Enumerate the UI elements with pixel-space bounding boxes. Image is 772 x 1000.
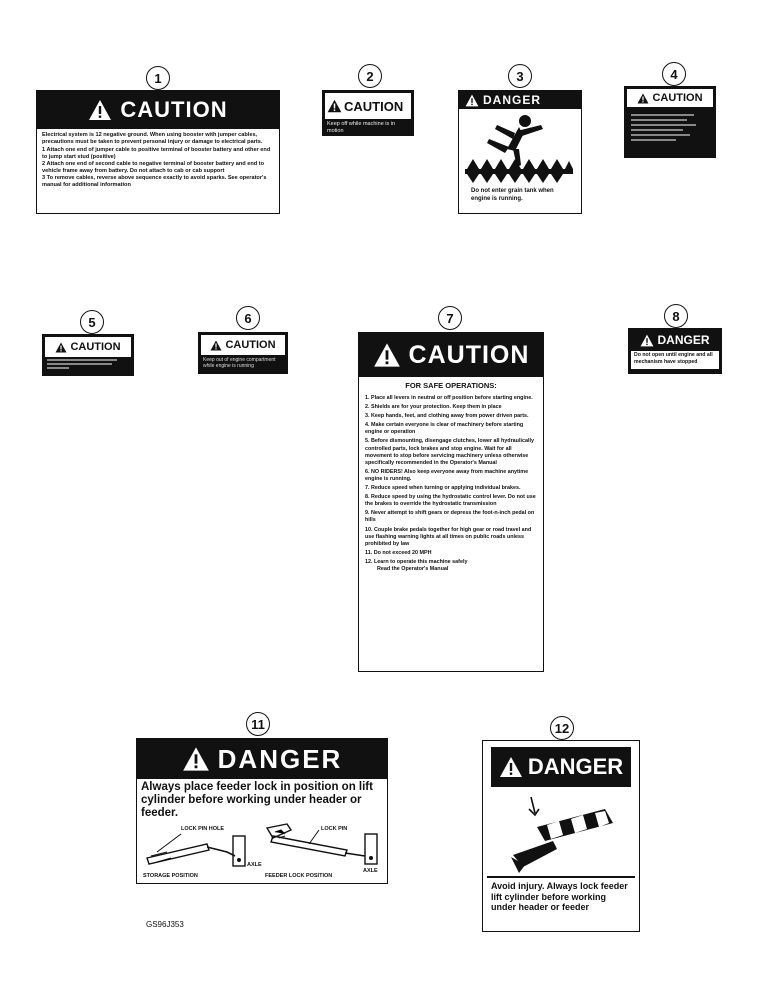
- decal-8: [628, 328, 722, 374]
- callout-5: 5: [80, 310, 104, 334]
- warning-triangle-icon: [373, 342, 401, 368]
- decal-3-text: Do not enter grain tank when engine is running.: [471, 188, 554, 202]
- decal-7: [358, 332, 544, 672]
- callout-1: 1: [146, 66, 170, 90]
- decal-7-rule: 8. Reduce speed by using the hydrostatic control lever. Do not use the brakes to override the hydrostatic transmission: [365, 494, 536, 508]
- callout-11: 11: [246, 712, 270, 736]
- callout-6: 6: [236, 306, 260, 330]
- callout-12: 12: [550, 716, 574, 740]
- decal-4-illegible-text: [625, 109, 715, 141]
- decal-12: [482, 740, 640, 932]
- decal-12-text: Avoid injury. Always lock feeder lift cylinder before working under header or feeder: [491, 881, 628, 912]
- decal-5-illegible-text: [43, 359, 133, 369]
- decal-2: [322, 90, 414, 136]
- label-storage-position: STORAGE POSITION: [143, 873, 198, 879]
- callout-8: 8: [664, 304, 688, 328]
- decal-1-header: [37, 91, 279, 129]
- decal-3: [458, 90, 582, 214]
- decal-7-rule: 9. Never attempt to shift gears or depress the foot-n-inch pedal on hills: [365, 510, 535, 524]
- decal-1-step: 2 Attach one end of second cable to negative terminal of booster battery and end to vehicle frame away from battery. Do not attach to cab or cab support: [42, 161, 265, 174]
- warning-triangle-icon: [210, 340, 222, 351]
- decal-7-header: [359, 333, 543, 377]
- decal-7-signal-word: CAUTION: [408, 340, 530, 369]
- callout-7: 7: [438, 306, 462, 330]
- cylinder-lock-hazard-icon: [483, 787, 639, 879]
- decal-12-header: [491, 747, 631, 787]
- warning-triangle-icon: [637, 93, 649, 104]
- decal-4-signal-word: CAUTION: [652, 92, 703, 104]
- figure-code: GS96J353: [146, 920, 184, 929]
- label-lock-pin: LOCK PIN: [321, 826, 348, 832]
- decal-1-step: 3 To remove cables, reverse above sequence exactly to avoid sparks. See operator's manual for additional information: [42, 175, 267, 188]
- callout-2: 2: [358, 64, 382, 88]
- warning-triangle-icon: [499, 756, 523, 778]
- label-lock-pin-hole: LOCK PIN HOLE: [181, 826, 225, 832]
- warning-triangle-icon: [465, 94, 479, 107]
- decal-7-rule: 10. Couple brake pedals together for high gear or road travel and use flashing warning lights at all times on public roads unless prohibited by law: [365, 526, 532, 547]
- label-axle-left: AXLE: [247, 862, 262, 868]
- decal-7-rule: 6. NO RIDERS! Also keep everyone away from machine anytime engine is running.: [365, 468, 529, 482]
- label-axle-right: AXLE: [363, 868, 378, 874]
- decal-7-rule: 11. Do not exceed 20 MPH: [365, 549, 432, 556]
- decal-7-rule: 2. Shields are for your protection. Keep them in place: [365, 404, 502, 411]
- decal-1-signal-word: CAUTION: [120, 97, 228, 122]
- decal-6-text: Keep out of engine compartment while engine is running: [203, 357, 276, 369]
- callout-3: 3: [508, 64, 532, 88]
- decal-2-text: Keep off while machine is in motion: [327, 121, 396, 134]
- decal-11-header: [137, 739, 387, 779]
- decal-12-signal-word: DANGER: [527, 754, 624, 779]
- decal-1-paragraph: Electrical system is 12 negative ground. When using booster with jumper cables, precautions must be taken to prevent personal injury or damage to electrical parts.: [42, 132, 263, 145]
- decal-7-rule: 7. Reduce speed when turning or applying individual brakes.: [365, 485, 521, 492]
- decal-4: [624, 86, 716, 158]
- decal-1: [36, 90, 280, 214]
- decal-1-step: 1 Attach one end of jumper cable to positive terminal of booster battery and other end to jump start stud (positive): [42, 147, 271, 160]
- decal-7-heading: FOR SAFE OPERATIONS:: [405, 381, 497, 390]
- warning-triangle-icon: [327, 99, 342, 113]
- decal-5-signal-word: CAUTION: [70, 341, 121, 353]
- decal-8-text: Do not open until engine and all mechanism have stopped: [631, 351, 719, 369]
- decal-6-header: [201, 335, 285, 355]
- decal-7-rule: 4. Make certain everyone is clear of machinery before starting engine or operation: [365, 422, 524, 436]
- label-feeder-lock-position: FEEDER LOCK POSITION: [265, 873, 333, 879]
- decal-11-text: Always place feeder lock in position on lift cylinder before working under header or feeder.: [141, 781, 373, 819]
- decal-11-signal-word: DANGER: [217, 743, 343, 774]
- decal-11: [136, 738, 388, 884]
- decal-3-signal-word: DANGER: [483, 93, 542, 107]
- callout-4: 4: [662, 62, 686, 86]
- decal-8-signal-word: DANGER: [657, 333, 710, 347]
- decal-6-signal-word: CAUTION: [225, 339, 276, 351]
- warning-triangle-icon: [88, 99, 112, 121]
- decal-6: [198, 332, 288, 374]
- warning-triangle-icon: [55, 342, 67, 353]
- decal-2-signal-word: CAUTION: [344, 98, 404, 114]
- decal-3-header: [459, 91, 581, 109]
- decal-4-header: [627, 89, 713, 107]
- decal-7-rule: 12. Learn to operate this machine safely: [365, 558, 468, 565]
- auger-hazard-icon: [459, 109, 579, 185]
- decal-7-rule: 5. Before dismounting, disengage clutches, lower all hydraulically controlled parts, lock brakes and stop engine. Wait for all movement to stop before servicing machinery unless otherwise specifically recommended in the Operator's Manual: [365, 438, 534, 466]
- warning-triangle-icon: [640, 334, 654, 347]
- decal-2-header: [325, 93, 411, 119]
- decal-5: [42, 334, 134, 376]
- decal-8-header: [629, 329, 721, 351]
- warning-triangle-icon: [182, 746, 210, 772]
- decal-7-footer: Read the Operator's Manual: [377, 565, 449, 572]
- decal-7-rule: 1. Place all levers in neutral or off position before starting engine.: [365, 395, 533, 401]
- decal-5-header: [45, 337, 131, 357]
- decal-7-rule: 3. Keep hands, feet, and clothing away from power driven parts.: [365, 413, 529, 420]
